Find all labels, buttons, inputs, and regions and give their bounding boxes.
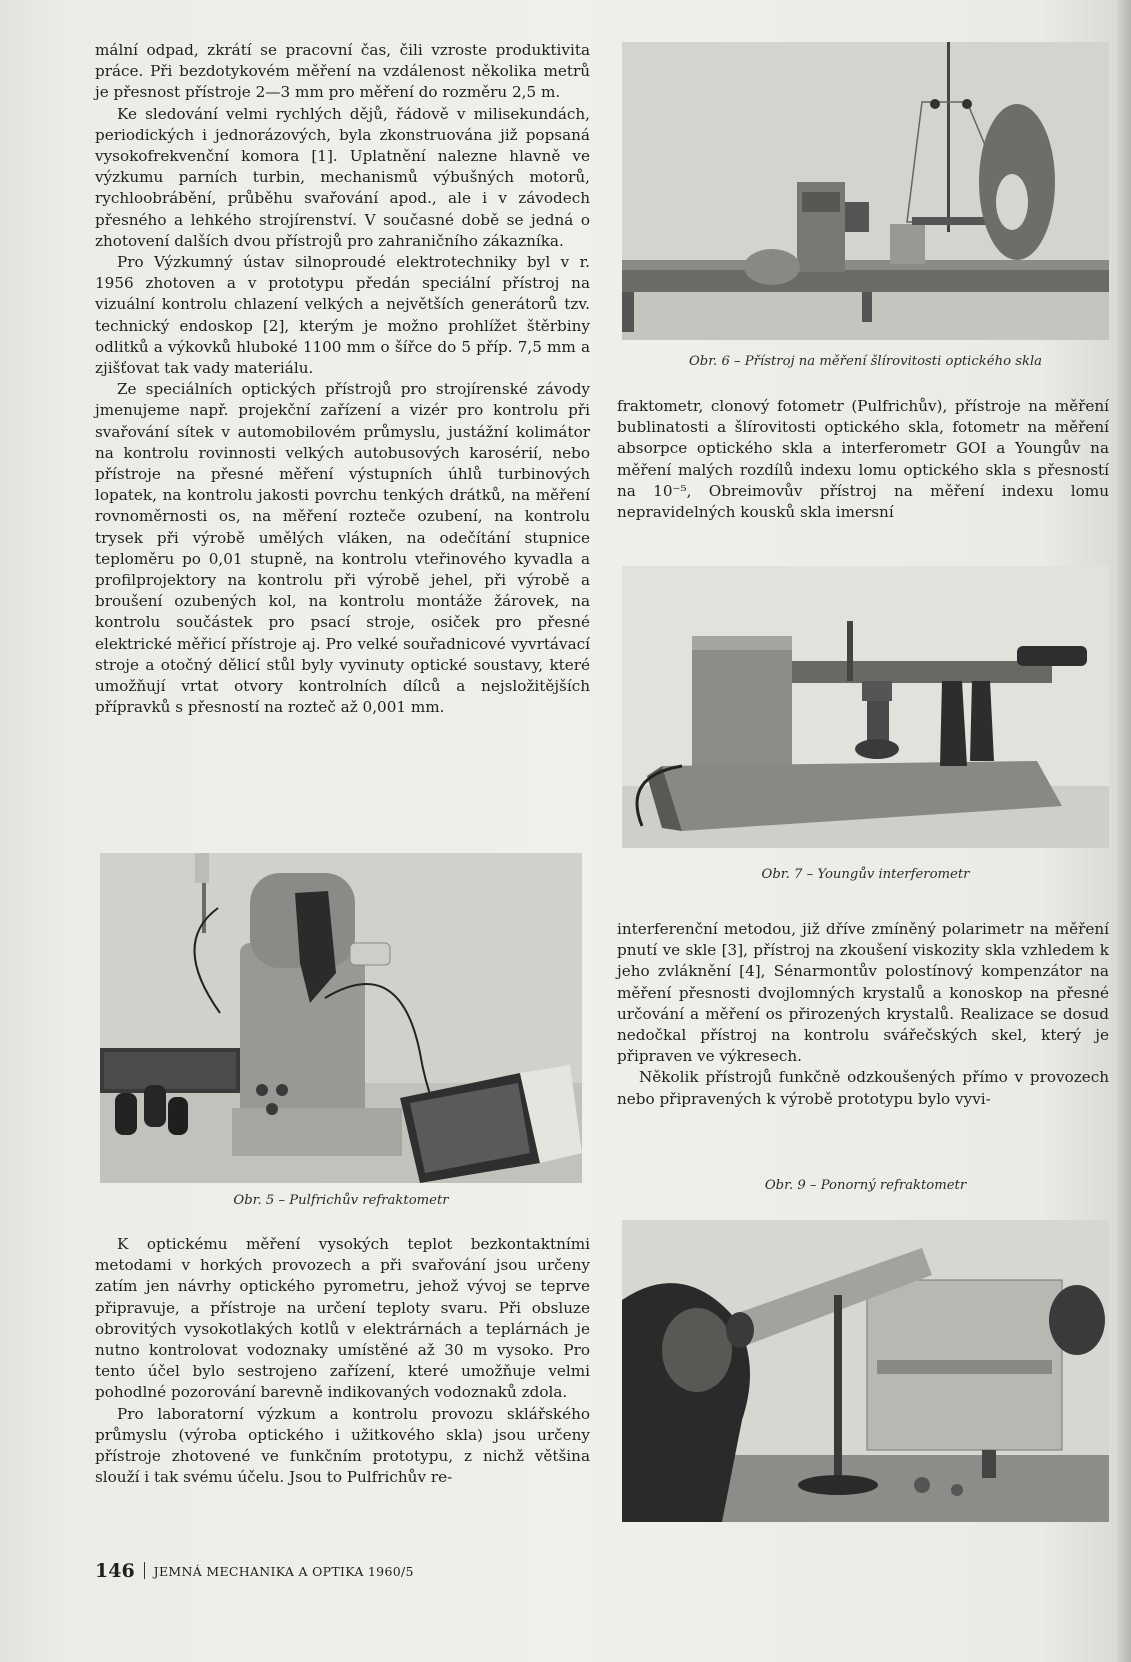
paragraph: Ke sledování velmi rychlých dějů, řádově v milisekundách, periodických i jednorázových, byla zkonstruována již popsaná vysokofrekvenční komora [1]. Uplatnění nalezne hlavně ve výzkumu parních turbin, mechanismů výbušných motorů, rychloobrábění, průběhu svařování apod., ale i v závodech přesného a lehkého strojírenství. V současné době se jedná o zhotovení dalších dvou přístrojů pro zahraničního zákazníka.	[95, 104, 590, 250]
figure-9-photo	[622, 1220, 1109, 1522]
figure-7-caption: Obr. 7 – Youngův interferometr	[761, 867, 970, 882]
figure-5-photo	[100, 853, 582, 1183]
left-column-top	[95, 40, 590, 719]
paragraph: interferenční metodou, již dříve zmíněný polarimetr na měření pnutí ve skle [3], přístroj na zkoušení viskozity skla vzhledem k jeho zvláknění [4], Sénarmontův polostínový kompenzátor na měření přesnosti dvojlomných krystalů a konoskop na přesné určování a měření os přirozených krystalů. Realizace se dosud nedočkal přístroj na kontrolu svářečských skel, který je připraven ve výkresech.	[617, 920, 1109, 1066]
paragraph: Ze speciálních optických přístrojů pro strojírenské závody jmenujeme např. projekční zařízení a vizér pro kontrolu při svařování sítek v automobilovém průmyslu, justážní kolimátor na kontrolu rovinnosti velkých autobusových karosérií, nebo přístroje na přesné měření výstupních úhlů turbinových lopatek, na kontrolu jakosti povrchu tenkých drátků, na měření rovnoměrnosti os, na měření rozteče ozubení, na kontrolu trysek při výrobě umělých vláken, na odečítání stupnice teploměru po 0,01 stupně, na kontrolu vteřinového kyvadla a profilprojektory na kontrolu při výrobě jehel, při výrobě a broušení ozubených kol, na kontrolu montáže žárovek, na kontrolu součástek pro psací stroje, osiček pro přesné elektrické měřicí přístroje aj. Pro velké souřadnicové vyvrtávací stroje a otočný dělicí stůl byly vyvinuty optické soustavy, které umožňují vrtat otvory kontrolních dílců a nejsložitějších přípravků s přesností na rozteč až 0,001 mm.	[95, 380, 590, 717]
journal-title: JEMNÁ MECHANIKA A OPTIKA 1960/5	[153, 1564, 414, 1579]
right-column-top	[617, 396, 1109, 523]
footer-divider	[144, 1562, 145, 1579]
paragraph: mální odpad, zkrátí se pracovní čas, čili vzroste produktivita práce. Při bezdotykovém měření na vzdálenost několika metrů je přesnost přístroje 2—3 mm pro měření do rozměru 2,5 m.	[95, 41, 590, 102]
paragraph: Pro Výzkumný ústav silnoproudé elektrotechniky byl v r. 1956 zhotoven a v prototypu předán speciální přístroj na vizuální kontrolu chlazení velkých a největších generátorů tzv. technický endoskop [2], kterým je možno prohlížet štěrbiny odlitků a výkovků hluboké 1100 mm o šířce do 5 příp. 7,5 mm a zjišťovat tak vady materiálu.	[95, 253, 590, 378]
left-column-bottom	[95, 1234, 590, 1488]
paragraph: K optickému měření vysokých teplot bezkontaktními metodami v horkých provozech a při svařování jsou určeny zatím jen návrhy optického pyrometru, jehož vývoj se teprve připravuje, a přístroje na určení teploty svaru. Při obsluze obrovitých vysokotlakých kotlů v elektrárnách a teplárnách je nutno kontrolovat vodoznaky umístěné až 30 m vysoko. Pro tento účel bylo sestrojeno zařízení, které umožňuje velmi pohodlné pozorování barevně indikovaných vodoznaků zdola.	[95, 1235, 590, 1402]
figure-5-caption: Obr. 5 – Pulfrichův refraktometr	[233, 1193, 449, 1208]
figure-7-photo	[622, 566, 1109, 848]
page-edge	[1117, 0, 1131, 1662]
page-footer	[95, 1560, 414, 1582]
paragraph: fraktometr, clonový fotometr (Pulfrichův), přístroje na měření bublinatosti a šlírovitosti optického skla, fotometr na měření absorpce optického skla a interferometr GOI a Youngův na měření malých rozdílů indexu lomu optického skla s přesností na 10⁻⁵, Obreimovův přístroj na měření indexu lomu nepravidelných kousků skla imersní	[617, 397, 1109, 522]
figure-6-photo	[622, 42, 1109, 340]
paragraph: Pro laboratorní výzkum a kontrolu provozu sklářského průmyslu (výroba optického i užitkového skla) jsou určeny přístroje zhotovené ve funkčním prototypu, z nichž většina slouží i tak svému účelu. Jsou to Pulfrichův re-	[95, 1404, 590, 1487]
paragraph: Několik přístrojů funkčně odzkoušených přímo v provozech nebo připravených k výrobě prototypu bylo vyvi-	[617, 1068, 1109, 1108]
figure-6-caption: Obr. 6 – Přístroj na měření šlírovitosti optického skla	[688, 354, 1043, 369]
page-number: 146	[95, 1560, 135, 1582]
right-column-middle	[617, 919, 1109, 1110]
figure-9-caption: Obr. 9 – Ponorný refraktometr	[764, 1178, 967, 1193]
